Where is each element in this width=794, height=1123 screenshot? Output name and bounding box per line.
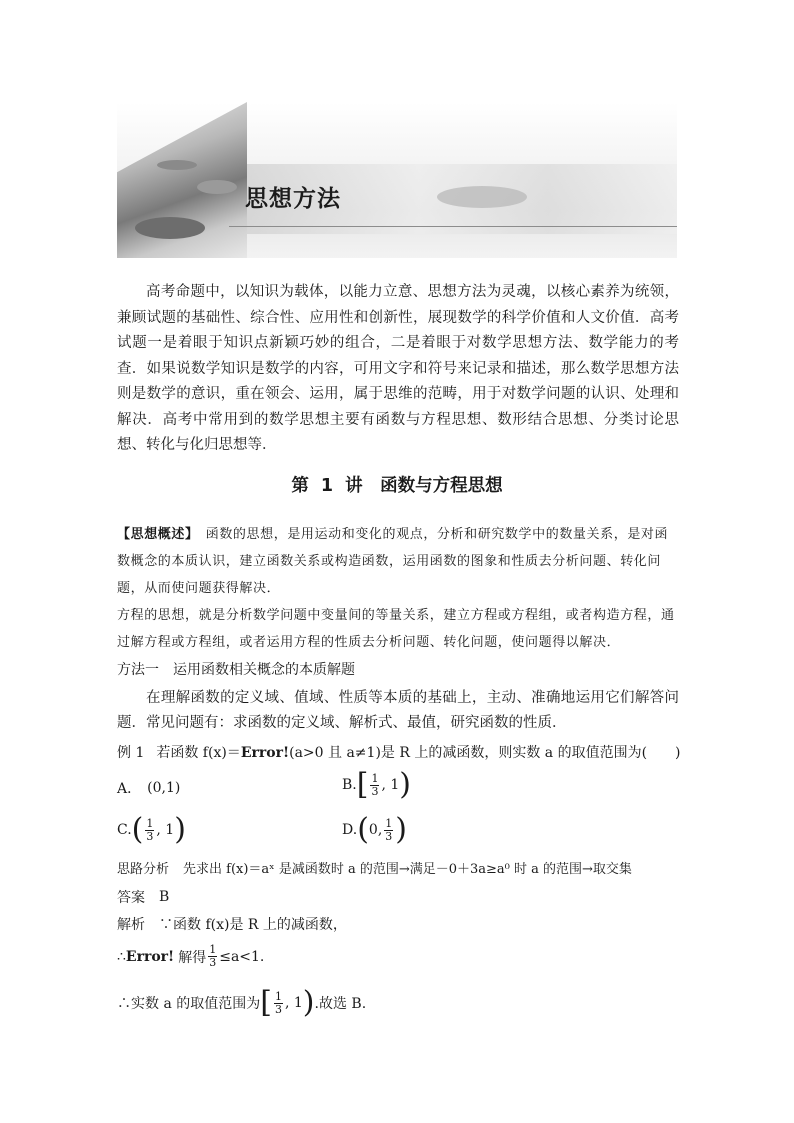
method-description: 在理解函数的定义域、值域、性质等本质的基础上，主动、准确地运用它们解答问题．常见问题有：求函数的定义域、解析式、最值，研究函数的性质．: [117, 690, 679, 731]
method-label: 方法一: [117, 662, 159, 678]
option-letter: B.: [342, 777, 357, 793]
fraction-denominator: 3: [274, 1002, 282, 1016]
fraction: [145, 818, 154, 843]
method-title: 运用函数相关概念的本质解题: [173, 662, 355, 678]
bracket-close: ): [399, 767, 411, 802]
analysis-label: 思路分析: [117, 862, 170, 877]
overview-tag: 【思想概述】: [117, 527, 193, 542]
solution-line-1: [117, 914, 347, 934]
option-d: [342, 812, 407, 847]
analysis-text: 先求出 f(x)＝aˣ 是减函数时 a 的范围→满足－0＋3a≥a⁰ 时 a 的范围→取交集: [183, 862, 632, 877]
fraction-denominator: 3: [385, 829, 393, 843]
option-text: 0,: [368, 822, 383, 838]
fraction-denominator: 3: [371, 784, 379, 798]
solution-error: Error!: [125, 948, 175, 965]
therefore-symbol: ∴: [117, 948, 126, 965]
example-label: 例 1: [117, 745, 145, 761]
option-text: (0,1): [147, 780, 181, 796]
solution-text: ≤a<1.: [219, 948, 265, 965]
bracket-open: [: [356, 767, 369, 802]
fraction-denominator: 3: [209, 956, 217, 969]
option-letter: D.: [342, 822, 358, 838]
bracket-close: ): [395, 812, 407, 847]
fraction-numerator: 1: [146, 816, 154, 830]
solution-text: .故选 B.: [314, 996, 367, 1012]
solution-line-3: [117, 985, 367, 1020]
option-letter: C.: [117, 822, 132, 838]
analysis-line: [117, 858, 632, 877]
example-text-post: (a>0 且 a≠1)是 R 上的减函数，则实数 a 的取值范围为( ): [289, 745, 681, 761]
option-a: [117, 778, 180, 798]
bracket-open: (: [131, 812, 144, 847]
answer-label: 答案: [117, 890, 145, 906]
overview-para-2: 方程的思想，就是分析数学问题中变量间的等量关系，建立方程或方程组，或者构造方程，通过解方程或方程组，或者运用方程的性质去分析问题、转化问题，使问题得以解决．: [117, 608, 675, 650]
example-error: Error!: [240, 745, 290, 761]
option-text: , 1: [381, 777, 400, 793]
banner-rock-image: [135, 217, 205, 239]
bracket-open: (: [357, 812, 369, 847]
solution-text: , 1: [284, 995, 303, 1011]
option-letter: A．: [117, 781, 142, 797]
fraction-numerator: 1: [385, 816, 393, 830]
solution-text: ∵函数 f(x)是 R 上的减函数，: [159, 917, 347, 933]
option-text: , 1: [156, 822, 175, 838]
bracket-open: [: [260, 985, 272, 1020]
option-b: [342, 767, 411, 802]
lecture-title: 第 1 讲 函数与方程思想: [291, 476, 503, 496]
answer-value: B: [159, 889, 170, 905]
fraction: [208, 944, 217, 969]
banner-island-image: [437, 186, 527, 208]
overview-text: 函数的思想，是用运动和变化的观点，分析和研究数学中的数量关系，是对函数概念的本质认识，建立函数关系或构造函数，运用函数的图象和性质去分析问题、转化问题，从而使问题获得解决．: [117, 527, 669, 596]
fraction-numerator: 1: [209, 943, 217, 956]
banner-rock-image: [197, 180, 237, 194]
overview-block: [117, 521, 679, 656]
bracket-close: ): [302, 985, 315, 1020]
solution-label: 解析: [117, 917, 145, 933]
banner-divider: [229, 226, 677, 227]
banner-rock-image: [157, 160, 197, 170]
header-banner: [117, 102, 677, 258]
fraction-numerator: 1: [371, 771, 379, 785]
solution-text: ∴实数 a 的取值范围为: [117, 996, 261, 1012]
fraction: [274, 991, 283, 1016]
fraction: [384, 818, 393, 843]
solution-line-2: [117, 944, 264, 969]
overview-para-1: [117, 521, 679, 602]
solution-text: 解得: [178, 949, 207, 966]
fraction-numerator: 1: [274, 989, 282, 1003]
option-c: [117, 812, 186, 847]
fraction-denominator: 3: [146, 829, 154, 843]
answer-line: [117, 887, 169, 907]
intro-paragraph: 高考命题中，以知识为载体，以能力立意、思想方法为灵魂，以核心素养为统领，兼顾试题的基础性、综合性、应用性和创新性，展现数学的科学价值和人文价值．高考试题一是着眼于知识点新颖巧妙的组合，二是着眼于对数学思想方法、数学能力的考查．如果说数学知识是数学的内容，可用文字和符号来记录和描述，那么数学思想方法则是数学的意识，重在领会、运用，属于思维的范畴，用于对数学问题的认识、处理和解决．高考中常用到的数学思想主要有函数与方程思想、数形结合思想、分类讨论思想、转化与化归思想等．: [117, 284, 679, 453]
example-1: [117, 742, 681, 762]
section-title: 思想方法: [245, 186, 341, 212]
method-heading: [117, 659, 355, 679]
bracket-close: ): [174, 812, 186, 847]
example-text-pre: 若函数 f(x)＝: [156, 745, 241, 761]
fraction: [370, 773, 379, 798]
